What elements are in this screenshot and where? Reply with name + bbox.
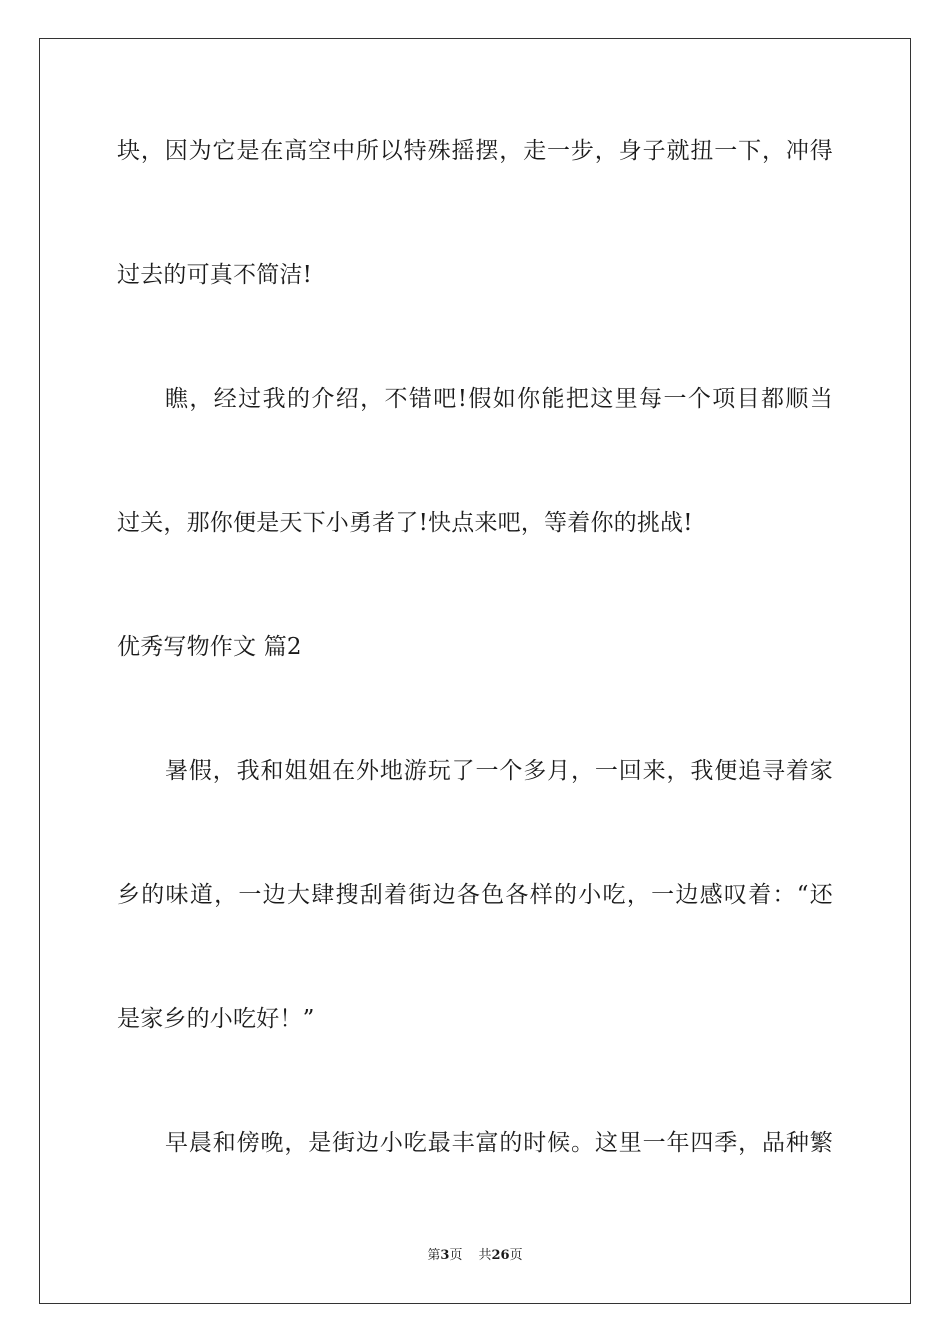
- text-line-2: 过去的可真不简洁!: [117, 262, 313, 288]
- page-prefix: 第: [427, 1248, 441, 1263]
- text-line-7: 乡的味道，一边大肆搜刮着街边各色各样的小吃，一边感叹着：“还: [117, 882, 833, 908]
- page-border: [39, 38, 911, 1304]
- text-line-4: 过关，那你便是天下小勇者了!快点来吧，等着你的挑战!: [117, 510, 693, 536]
- page-footer: [0, 1247, 950, 1265]
- total-prefix: 共: [478, 1248, 492, 1263]
- page-suffix: 页: [449, 1248, 463, 1263]
- total-suffix: 页: [509, 1248, 523, 1263]
- section-heading: 优秀写物作文 篇2: [117, 634, 302, 660]
- text-line-3: 瞧，经过我的介绍，不错吧!假如你能把这里每一个项目都顺当: [165, 386, 833, 412]
- total-pages: 26: [491, 1248, 510, 1263]
- text-line-1: 块，因为它是在高空中所以特殊摇摆，走一步，身子就扭一下，冲得: [117, 138, 833, 164]
- text-line-8: 是家乡的小吃好！”: [117, 1006, 315, 1032]
- page-number: 3: [440, 1248, 450, 1263]
- text-line-6: 暑假，我和姐姐在外地游玩了一个多月，一回来，我便追寻着家: [165, 758, 833, 784]
- text-line-9: 早晨和傍晚，是街边小吃最丰富的时候。这里一年四季，品种繁: [165, 1130, 833, 1156]
